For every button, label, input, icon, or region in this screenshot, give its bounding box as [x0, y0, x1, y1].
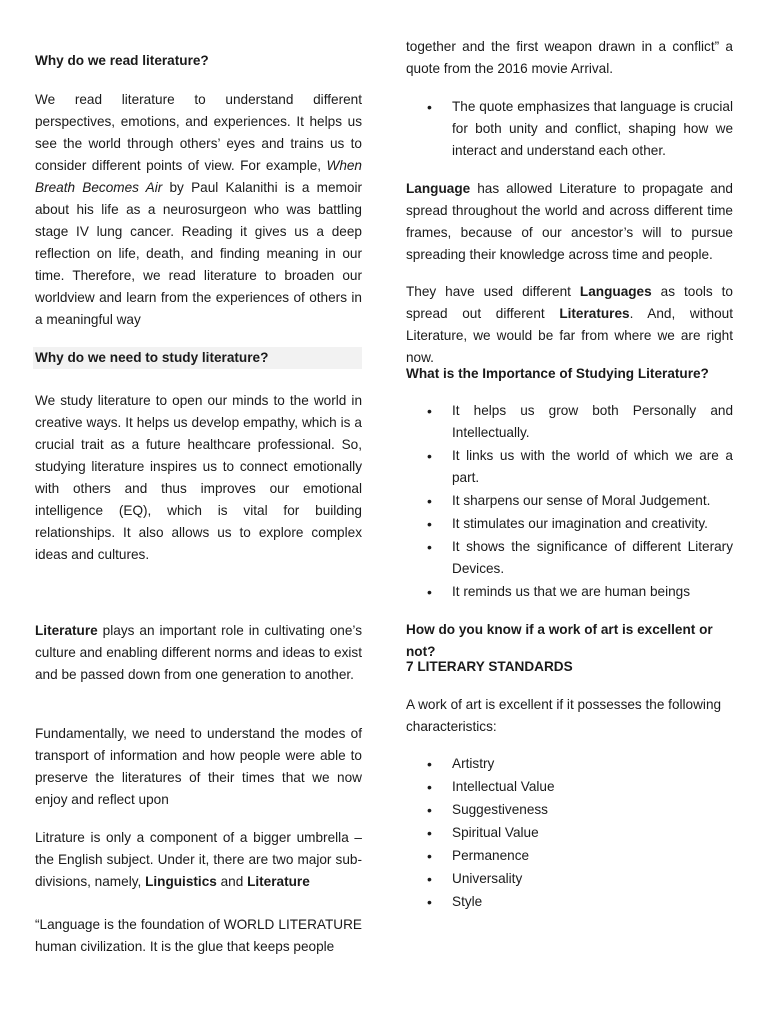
list-item: • It helps us grow both Personally and Intellectually.: [406, 400, 733, 444]
paragraph-quote-continued: together and the first weapon drawn in a conflict” a quote from the 2016 movie Arrival.: [406, 39, 733, 76]
list-item: • It shows the significance of different Literary Devices.: [406, 536, 733, 580]
list-item: • Intellectual Value: [406, 776, 733, 798]
paragraph-language: Language has allowed Literature to propagate and spread throughout the world and across different time frames, because of our ancestor’s will to pursue spreading their knowledge across time and people.: [406, 181, 733, 262]
heading-excellent: How do you know if a work of art is excellent or not?: [406, 622, 713, 659]
list-item: • It links us with the world of which we are a part.: [406, 445, 733, 489]
book-title: When Breath Becomes Air: [35, 158, 362, 195]
standards-list: [406, 753, 733, 913]
list-item: • The quote emphasizes that language is crucial for both unity and conflict, shaping how we interact and understand each other.: [406, 96, 733, 162]
list-item: • It reminds us that we are human beings: [406, 581, 733, 603]
list-item: • Style: [406, 891, 733, 913]
quote-bullet-list: [406, 96, 733, 162]
paragraph-excellent: A work of art is excellent if it possesses the following characteristics:: [406, 697, 722, 734]
heading-importance: What is the Importance of Studying Literature?: [406, 366, 709, 381]
paragraph-why-study: We study literature to open our minds to the world in creative ways. It helps us develop empathy, which is a crucial trait as a future healthcare professional. So, studying literature inspires us to connect emotionally with others and thus improves our emotional intelligence (EQ), which is vital for building relationships. It also allows us to explore complex ideas and cultures.: [35, 393, 362, 562]
list-item: • It stimulates our imagination and creativity.: [406, 513, 733, 535]
paragraph-tools: They have used different Languages as tools to spread out different Literatures. And, without Literature, we would be far from where we are right now.: [406, 284, 733, 365]
heading-why-study: Why do we need to study literature?: [33, 347, 362, 369]
list-item: • Suggestiveness: [406, 799, 733, 821]
list-item: • Spiritual Value: [406, 822, 733, 844]
paragraph-why-read: We read literature to understand different perspectives, emotions, and experiences. It helps us see the world through others’ eyes and trains us to consider different points of view. For example, When Breath Becomes Air by Paul Kalanithi is a memoir about his life as a neurosurgeon who was battling stage IV lung cancer. Reading it gives us a deep reflection on life, death, and finding meaning in our time. Therefore, we read literature to broaden our worldview and learn from the experiences of others in a meaningful way: [35, 92, 362, 327]
list-item: • Permanence: [406, 845, 733, 867]
heading-literary-standards: 7 LITERARY STANDARDS: [406, 659, 573, 674]
list-item: • Universality: [406, 868, 733, 890]
list-item: • It sharpens our sense of Moral Judgement.: [406, 490, 733, 512]
list-item: • Artistry: [406, 753, 733, 775]
paragraph-quote: “Language is the foundation of WORLD LITERATURE human civilization. It is the glue that keeps people: [35, 917, 362, 954]
paragraph-umbrella: Litrature is only a component of a bigger umbrella – the English subject. Under it, there are two major sub-divisions, namely, Linguistics and Literature: [35, 830, 362, 889]
importance-list: [406, 400, 733, 603]
paragraph-fundamentally: Fundamentally, we need to understand the modes of transport of information and how people were able to preserve the literatures of their times that we now enjoy and reflect upon: [35, 726, 362, 807]
paragraph-literature-role: Literature plays an important role in cultivating one’s culture and enabling different norms and ideas to exist and be passed down from one generation to another.: [35, 623, 362, 682]
heading-why-read: Why do we read literature?: [35, 53, 209, 68]
